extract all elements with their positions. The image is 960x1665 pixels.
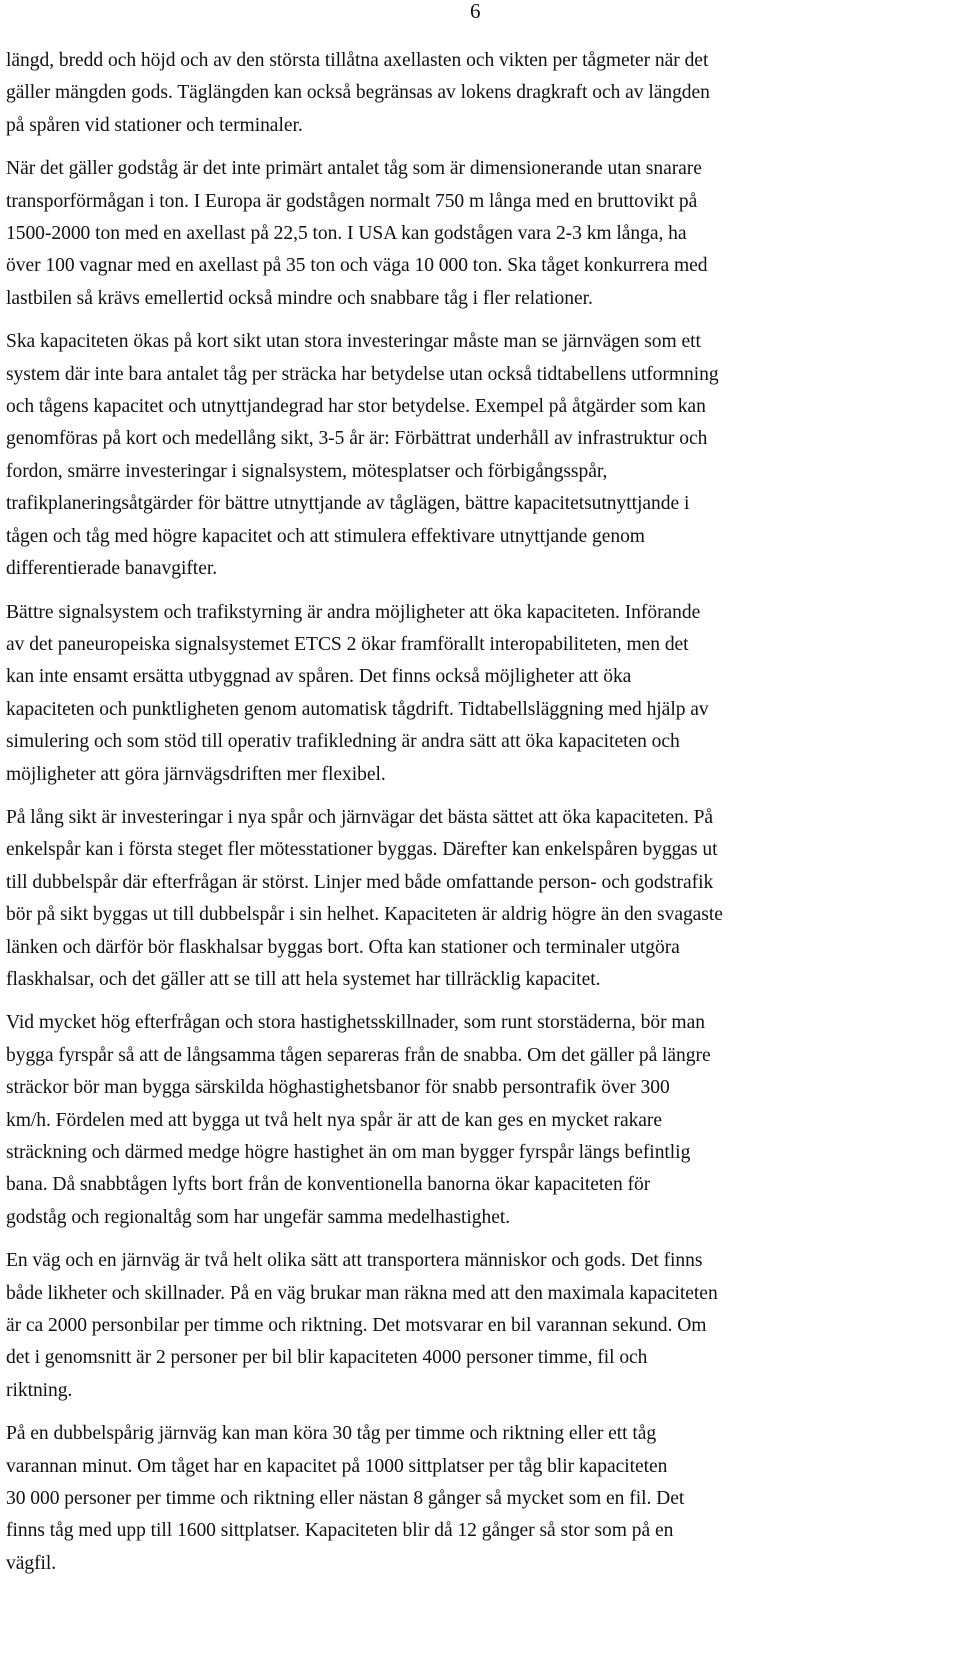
text-line: genomföras på kort och medellång sikt, 3-5 år är: Förbättrat underhåll av infrastruktur och [6, 428, 708, 450]
text-line: godståg och regionaltåg som har ungefär samma medelhastighet. [6, 1206, 511, 1228]
text-line: lastbilen så krävs emellertid också mindre och snabbare tåg i fler relationer. [6, 287, 593, 309]
text-line: system där inte bara antalet tåg per sträcka har betydelse utan också tidtabellens utformning [6, 363, 719, 385]
text-line: km/h. Fördelen med att bygga ut två helt nya spår är att de kan ges en mycket rakare [6, 1109, 663, 1131]
text-line: enkelspår kan i första steget fler mötesstationer byggas. Därefter kan enkelspåren byggas ut [6, 839, 718, 861]
text-line: 1500-2000 ton med en axellast på 22,5 ton. I USA kan godstågen vara 2-3 km långa, ha [6, 223, 687, 245]
paragraph [6, 326, 956, 585]
text-line: En väg och en järnväg är två helt olika sätt att transportera människor och gods. Det finns [6, 1250, 703, 1272]
paragraph [6, 802, 956, 996]
text-line: kapaciteten och punktligheten genom automatisk tågdrift. Tidtabellsläggning med hjälp av [6, 698, 709, 720]
text-line: över 100 vagnar med en axellast på 35 ton och väga 10 000 ton. Ska tåget konkurrera med [6, 255, 708, 277]
text-line: Bättre signalsystem och trafikstyrning är andra möjligheter att öka kapaciteten. Införande [6, 601, 701, 623]
page-number: 6 [470, 0, 481, 23]
text-line: möjligheter att göra järnvägsdriften mer flexibel. [6, 763, 386, 785]
text-line: transporförmågan i ton. I Europa är godstågen normalt 750 m långa med en bruttovikt på [6, 190, 698, 212]
text-line: Vid mycket hög efterfrågan och stora hastighetsskillnader, som runt storstäderna, bör man [6, 1012, 705, 1034]
text-line: Ska kapaciteten ökas på kort sikt utan stora investeringar måste man se järnvägen som ett [6, 331, 701, 353]
text-line: trafikplaneringsåtgärder för bättre utnyttjande av tåglägen, bättre kapacitetsutnyttjande i [6, 493, 690, 515]
text-line: länken och därför bör flaskhalsar byggas bort. Ofta kan stationer och terminaler utgöra [6, 936, 680, 958]
text-line: av det paneuropeiska signalsystemet ETCS 2 ökar framförallt interopabiliteten, men det [6, 633, 689, 655]
text-line: När det gäller godståg är det inte primärt antalet tåg som är dimensionerande utan snarare [6, 158, 702, 180]
text-line: är ca 2000 personbilar per timme och riktning. Det motsvarar en bil varannan sekund. Om [6, 1315, 707, 1337]
text-line: riktning. [6, 1379, 73, 1401]
text-line: simulering och som stöd till operativ trafikledning är andra sätt att öka kapaciteten och [6, 731, 680, 753]
text-line: På lång sikt är investeringar i nya spår och järnvägar det bästa sättet att öka kapaciteten. På [6, 806, 714, 828]
text-line: vägfil. [6, 1552, 57, 1574]
text-line: på spåren vid stationer och terminaler. [6, 114, 303, 136]
text-line: sträckor bör man bygga särskilda höghastighetsbanor för snabb persontrafik över 300 [6, 1077, 670, 1099]
text-line: flaskhalsar, och det gäller att se till att hela systemet har tillräcklig kapacitet. [6, 968, 601, 990]
text-line: finns tåg med upp till 1600 sittplatser. Kapaciteten blir då 12 gånger så stor som på en [6, 1520, 674, 1542]
text-line: det i genomsnitt är 2 personer per bil blir kapaciteten 4000 personer timme, fil och [6, 1347, 648, 1369]
paragraph [6, 153, 956, 315]
text-line: bygga fyrspår så att de långsamma tågen separeras från de snabba. Om det gäller på längre [6, 1044, 711, 1066]
text-line: 30 000 personer per timme och riktning eller nästan 8 gånger så mycket som en fil. Det [6, 1488, 685, 1510]
body-text [6, 45, 956, 1591]
text-line: kan inte ensamt ersätta utbyggnad av spåren. Det finns också möjligheter att öka [6, 666, 632, 688]
paragraph [6, 1418, 956, 1580]
text-line: både likheter och skillnader. På en väg brukar man räkna med att den maximala kapaciteten [6, 1282, 718, 1304]
text-line: sträckning och därmed medge högre hastighet än om man bygger fyrspår längs befintlig [6, 1142, 691, 1163]
text-line: bana. Då snabbtågen lyfts bort från de konventionella banorna ökar kapaciteten för [6, 1174, 651, 1196]
paragraph [6, 45, 956, 142]
paragraph [6, 1245, 956, 1407]
text-line: gäller mängden gods. Täglängden kan också begränsas av lokens dragkraft och av längden [6, 82, 710, 104]
paragraph [6, 597, 956, 791]
paragraph [6, 1007, 956, 1234]
text-line: På en dubbelspårig järnväg kan man köra 30 tåg per timme och riktning eller ett tåg [6, 1423, 657, 1445]
text-line: bör på sikt byggas ut till dubbelspår i sin helhet. Kapaciteten är aldrig högre än den svagaste [6, 904, 723, 926]
text-line: fordon, smärre investeringar i signalsystem, mötesplatser och förbigångsspår, [6, 460, 608, 482]
text-line: varannan minut. Om tåget har en kapacitet på 1000 sittplatser per tåg blir kapaciteten [6, 1455, 668, 1477]
text-line: differentierade banavgifter. [6, 558, 218, 580]
text-line: till dubbelspår där efterfrågan är störst. Linjer med både omfattande person- och godstrafik [6, 871, 714, 893]
text-line: längd, bredd och höjd och av den största tillåtna axellasten och vikten per tågmeter när det [6, 50, 709, 71]
text-line: och tågens kapacitet och utnyttjandegrad har stor betydelse. Exempel på åtgärder som kan [6, 396, 706, 418]
text-line: tågen och tåg med högre kapacitet och att stimulera effektivare utnyttjande genom [6, 525, 645, 547]
